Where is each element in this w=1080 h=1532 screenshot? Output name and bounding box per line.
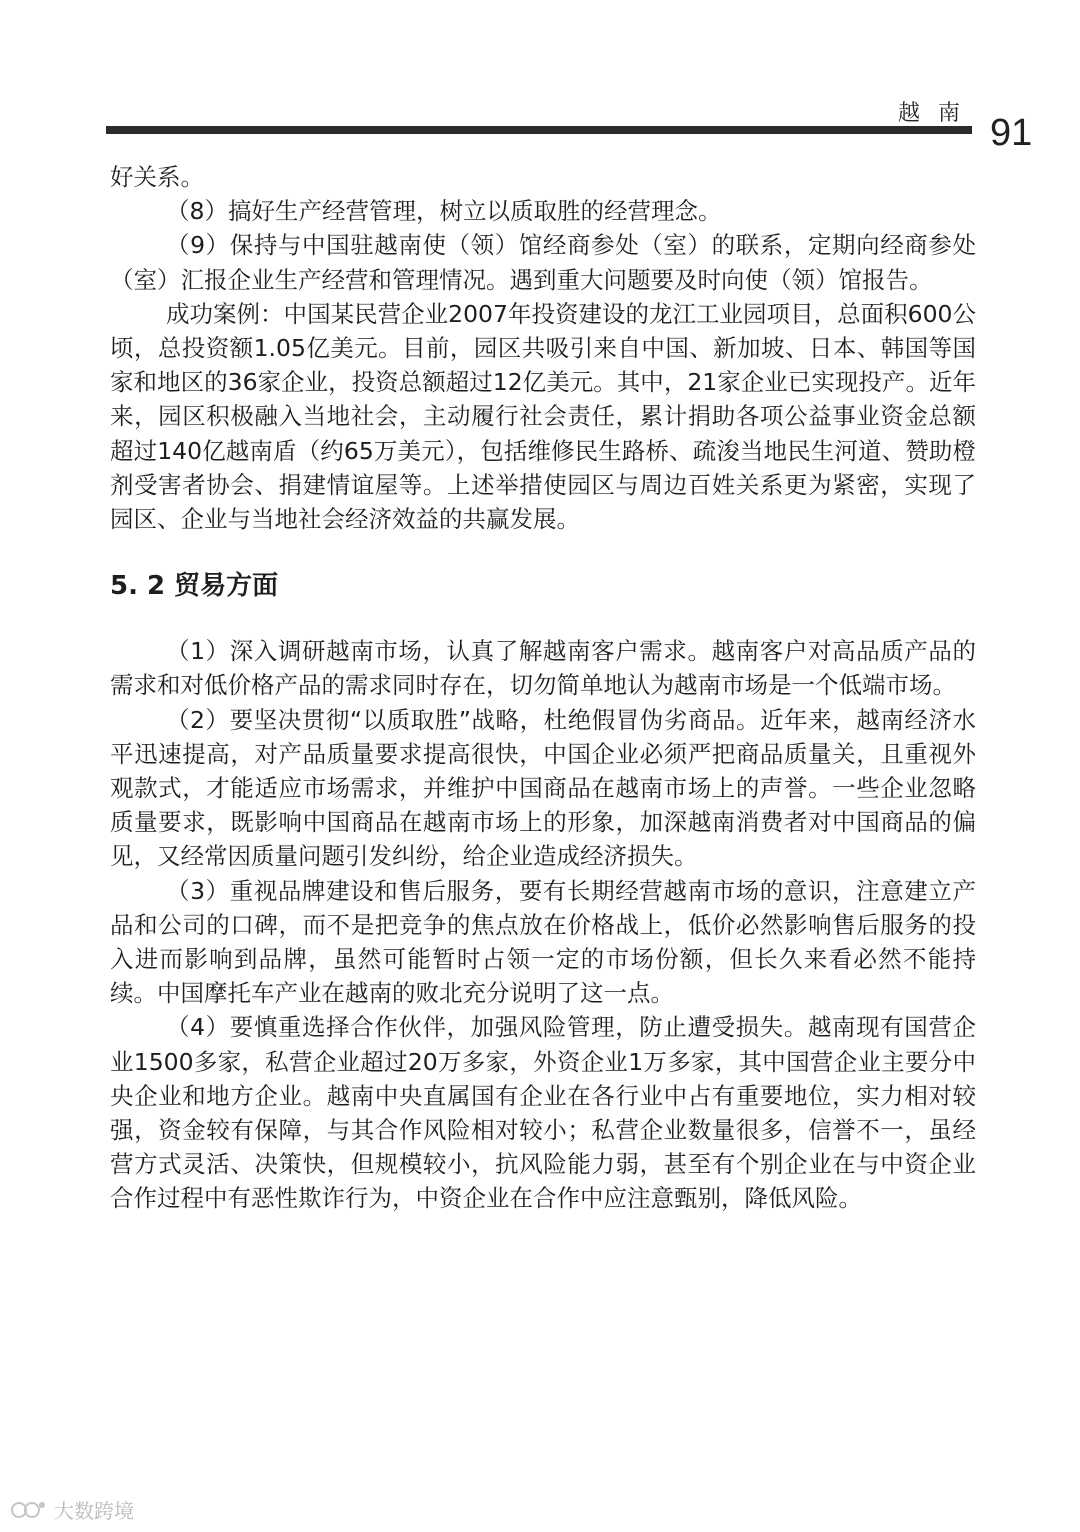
paragraph: （9）保持与中国驻越南使（领）馆经商参处（室）的联系，定期向经商参处（室）汇报企业生产经营和管理情况。遇到重大问题要及时向使（领）馆报告。 — [110, 231, 976, 294]
chapter-title: 越南 — [898, 101, 979, 126]
watermark-logo-icon — [10, 1499, 48, 1521]
page-body — [110, 160, 976, 1216]
section-heading: 5. 2 贸易方面 — [110, 571, 279, 602]
paragraph: 好关系。 — [110, 163, 204, 191]
paragraph: （3）重视品牌建设和售后服务，要有长期经营越南市场的意识，注意建立产品和公司的口碑，而不是把竞争的焦点放在价格战上，低价必然影响售后服务的投入进而影响到品牌，虽然可能暂时占领一定的市场份额，但长久来看必然不能持续。中国摩托车产业在越南的败北充分说明了这一点。 — [110, 876, 976, 1008]
paragraph: （8）搞好生产经营管理，树立以质取胜的经营理念。 — [166, 197, 722, 226]
paragraph: （1）深入调研越南市场，认真了解越南客户需求。越南客户对高品质产品的需求和对低价格产品的需求同时存在，切勿简单地认为越南市场是一个低端市场。 — [110, 637, 976, 700]
paragraph: 成功案例：中国某民营企业2007年投资建设的龙江工业园项目，总面积600公顷，总投资额1.05亿美元。目前，园区共吸引来自中国、新加坡、日本、韩国等国家和地区的36家企业，投资总额超过12亿美元。其中，21家企业已实现投产。近年来，园区积极融入当地社会，主动履行社会责任，累计捐助各项公益事业资金总额超过140亿越南盾（约65万美元），包括维修民生路桥、疏浚当地民生河道、赞助橙剂受害者协会、捐建情谊屋等。上述举措使园区与周边百姓关系更为紧密，实现了园区、企业与当地社会经济效益的共赢发展。 — [110, 299, 976, 534]
watermark — [10, 1495, 134, 1524]
paragraph: （4）要慎重选择合作伙伴，加强风险管理，防止遭受损失。越南现有国营企业1500多家，私营企业超过20万多家，外资企业1万多家，其中国营企业主要分中央企业和地方企业。越南中央直属国有企业在各行业中占有重要地位，实力相对较强，资金较有保障，与其合作风险相对较小；私营企业数量很多，信誉不一，虽经营方式灵活、决策快，但规模较小，抗风险能力弱，甚至有个别企业在与中资企业合作过程中有恶性欺诈行为，中资企业在合作中应注意甄别，降低风险。 — [110, 1013, 976, 1213]
page-number: 91 — [990, 112, 1033, 154]
header-rule — [106, 126, 972, 134]
watermark-text: 大数跨境 — [54, 1499, 134, 1523]
paragraph: （2）要坚决贯彻“以质取胜”战略，杜绝假冒伪劣商品。近年来，越南经济水平迅速提高，对产品质量要求提高很快，中国企业必须严把商品质量关，且重视外观款式，才能适应市场需求，并维护中国商品在越南市场上的声誉。一些企业忽略质量要求，既影响中国商品在越南市场上的形象，加深越南消费者对中国商品的偏见，又经常因质量问题引发纠纷，给企业造成经济损失。 — [110, 705, 976, 871]
